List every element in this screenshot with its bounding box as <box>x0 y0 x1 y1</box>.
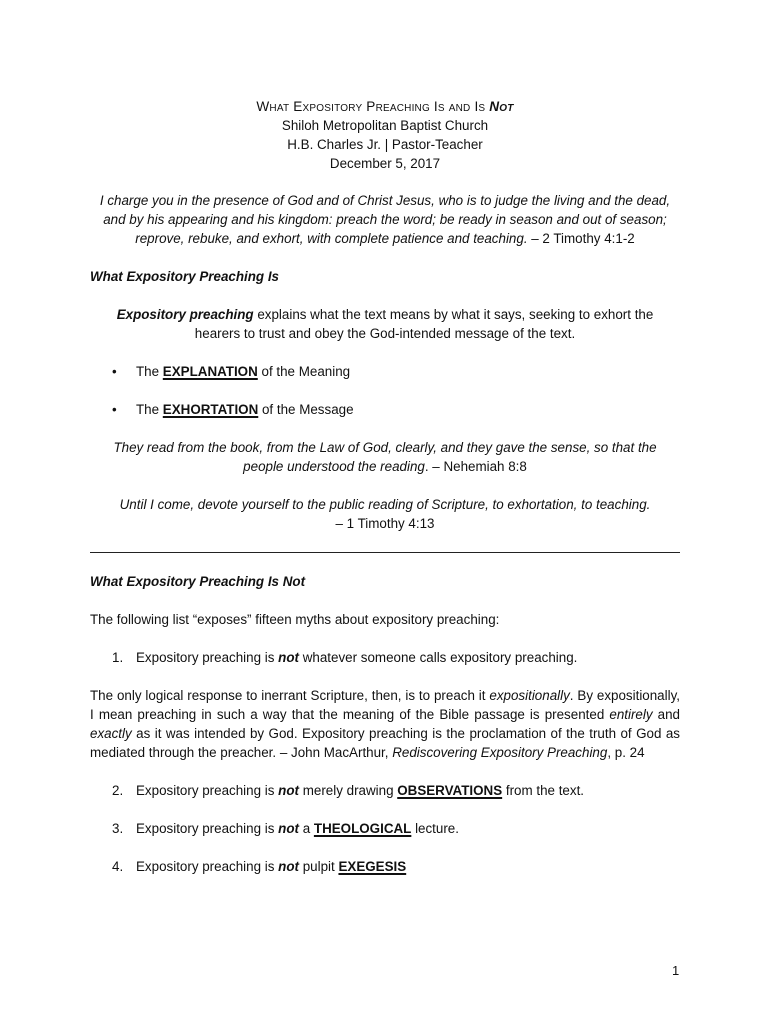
epigraph-quote <box>90 191 680 248</box>
quote-text: They read from the book, from the Law of God, clearly, and they gave the sense, so that the people understood the reading <box>113 440 657 474</box>
intro-paragraph: The following list “exposes” fifteen myths about expository preaching: <box>90 612 500 627</box>
definition-text: explains what the text means by what it says, seeking to exhort the hearers to trust and obey the God-intended message of the text. <box>194 307 654 341</box>
author-line: H.B. Charles Jr. | Pastor-Teacher <box>287 137 483 152</box>
item-number: 3. <box>112 821 124 836</box>
myth-item: 3. Expository preaching is not a THEOLOGICAL lecture. <box>112 821 459 836</box>
myth-item: 2. Expository preaching is not merely drawing OBSERVATIONS from the text. <box>112 783 585 798</box>
key-term: OBSERVATIONS <box>397 783 503 798</box>
date-line: December 5, 2017 <box>329 156 441 171</box>
bullet-item: • The EXPLANATION of the Meaning <box>112 364 351 379</box>
book-title: Rediscovering Expository Preaching <box>392 745 608 760</box>
key-term: EXHORTATION <box>162 402 259 417</box>
item-number: 4. <box>112 859 124 874</box>
macarthur-quote: The only logical response to inerrant Scripture, then, is to preach it expositionally. By expositionally, I mean preaching in such a way that the meaning of the Bible passage is presented entirely and exactly as it was intended by God. Expository preaching is the proclamation of the truth of God as mediated through the preacher. – John MacArthur, Rediscovering Expository Preaching, p. 24 <box>90 688 681 760</box>
title-emphasis: Not <box>489 99 514 114</box>
bullet-item: • The EXHORTATION of the Message <box>112 402 354 417</box>
key-term: EXEGESIS <box>338 859 407 874</box>
myth-item: 1. Expository preaching is not whatever someone calls expository preaching. <box>112 650 578 665</box>
quote-text: Until I come, devote yourself to the public reading of Scripture, to exhortation, to teaching. <box>119 497 651 512</box>
quote-reference: – 1 Timothy 4:13 <box>335 516 435 531</box>
item-number: 2. <box>112 783 124 798</box>
section-divider <box>90 552 680 553</box>
title-main: What Expository Preaching Is and Is <box>256 99 490 114</box>
key-term: EXPLANATION <box>162 364 258 379</box>
section-heading-is: What Expository Preaching Is <box>90 269 279 284</box>
item-number: 1. <box>112 650 124 665</box>
key-term: THEOLOGICAL <box>313 821 412 836</box>
myth-item: 4. Expository preaching is not pulpit EXEGESIS <box>112 859 407 874</box>
bullet-dot-icon: • <box>112 364 117 379</box>
document-page <box>90 95 680 876</box>
bullet-dot-icon: • <box>112 402 117 417</box>
nehemiah-quote <box>90 438 680 476</box>
epigraph-text: I charge you in the presence of God and of Christ Jesus, who is to judge the living and the dead, and by his appearing and his kingdom: preach the word; be ready in season and out of season; reprove, rebuke, and exhort, with complete patience and teaching. <box>99 193 671 246</box>
church-name: Shiloh Metropolitan Baptist Church <box>281 118 489 133</box>
definition-term: Expository preaching <box>116 307 254 322</box>
timothy-quote <box>90 495 680 533</box>
page-number: 1 <box>672 963 680 978</box>
section-heading-is-not: What Expository Preaching Is Not <box>90 574 306 589</box>
epigraph-reference: – 2 Timothy 4:1-2 <box>527 231 635 246</box>
definition-paragraph <box>90 305 680 343</box>
quote-reference: . – Nehemiah 8:8 <box>424 459 527 474</box>
document-title <box>90 97 680 116</box>
